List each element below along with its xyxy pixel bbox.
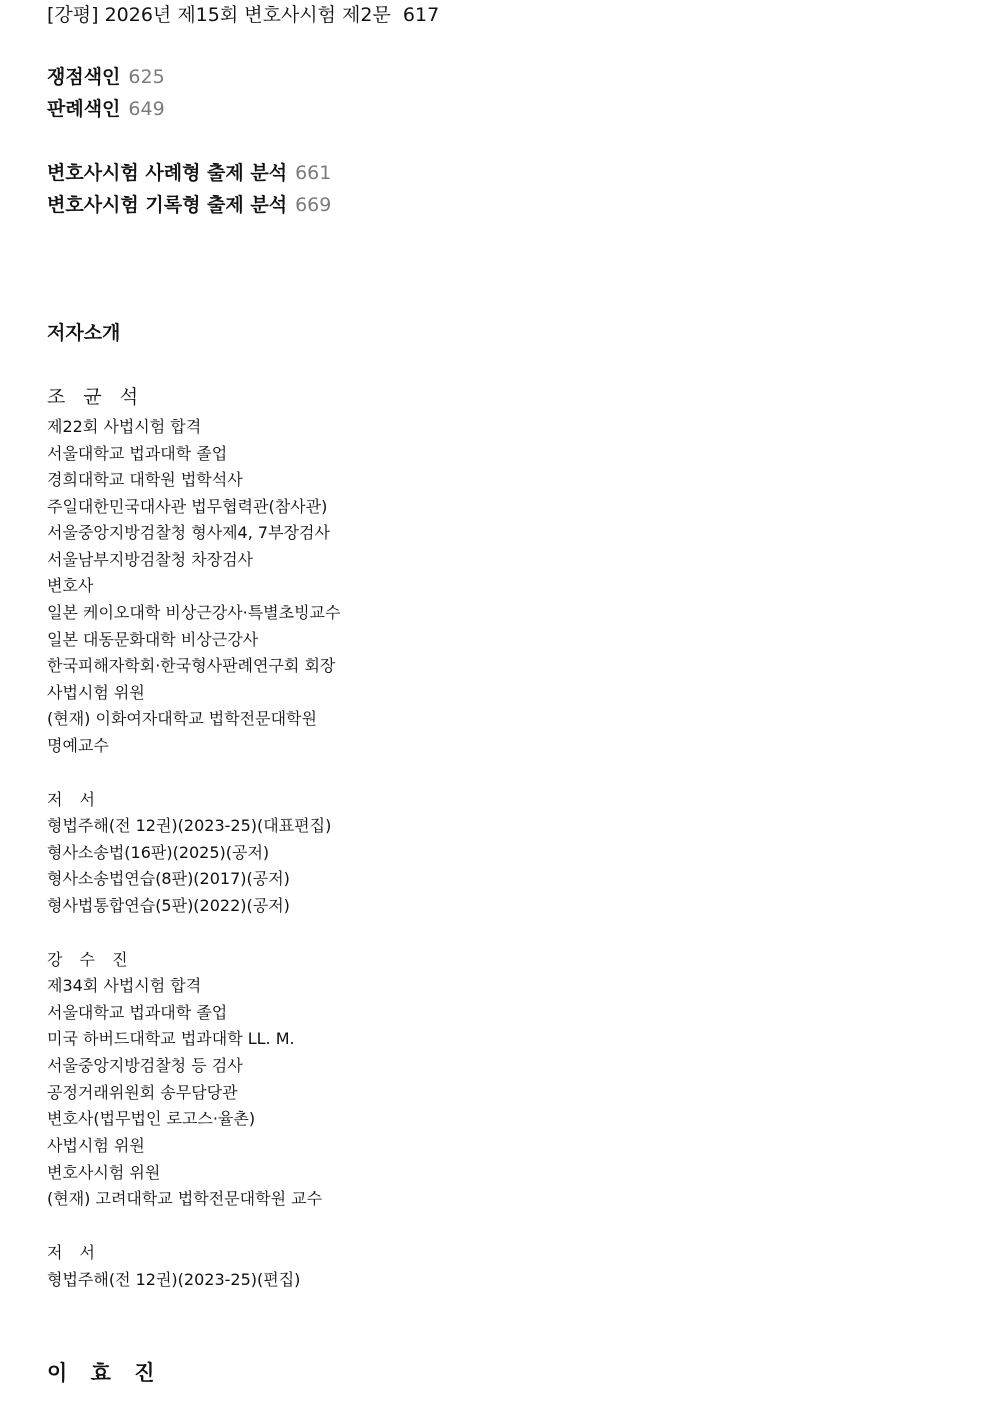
career-item: (현재) 고려대학교 법학전문대학원 교수 xyxy=(47,1189,323,1208)
toc-entry-top[interactable] xyxy=(47,0,439,27)
books-heading: 저 서 xyxy=(47,1243,101,1262)
book-item: 형사소송법연습(8판)(2017)(공저) xyxy=(47,869,290,888)
toc-entry-case-index[interactable] xyxy=(47,94,165,121)
career-item: 서울남부지방검찰청 차장검사 xyxy=(47,550,254,569)
toc-entry-record-analysis[interactable] xyxy=(47,190,331,217)
toc-entry-label: 쟁점색인 xyxy=(47,66,121,88)
career-item: 변호사시험 위원 xyxy=(47,1163,161,1182)
toc-entry-label: 변호사시험 사례형 출제 분석 xyxy=(47,162,288,184)
career-item: 공정거래위원회 송무담당관 xyxy=(47,1083,238,1102)
career-item: 사법시험 위원 xyxy=(47,1136,145,1155)
book-item: 형법주해(전 12권)(2023-25)(대표편집) xyxy=(47,816,332,835)
career-item: 서울중앙지방검찰청 형사제4, 7부장검사 xyxy=(47,523,330,542)
career-item: 변호사(법무법인 로고스·율촌) xyxy=(47,1109,256,1128)
career-item: 사법시험 위원 xyxy=(47,683,145,702)
toc-entry-label: [강평] 2026년 제15회 변호사시험 제2문 xyxy=(47,4,391,26)
book-item: 형사법통합연습(5판)(2022)(공저) xyxy=(47,896,290,915)
career-item: 일본 케이오대학 비상근강사·특별초빙교수 xyxy=(47,603,341,622)
toc-entry-case-analysis[interactable] xyxy=(47,158,331,185)
author-name: 강 수 진 xyxy=(47,950,134,969)
career-item: 명예교수 xyxy=(47,736,109,755)
toc-entry-page: 649 xyxy=(128,98,165,120)
toc-entry-label: 변호사시험 기록형 출제 분석 xyxy=(47,194,288,216)
career-item: 서울중앙지방검찰청 등 검사 xyxy=(47,1056,243,1075)
toc-entry-page: 625 xyxy=(128,66,165,88)
authors-heading: 저자소개 xyxy=(47,322,121,344)
career-item: 한국피해자학회·한국형사판례연구회 회장 xyxy=(47,656,336,675)
toc-entry-page: 661 xyxy=(295,162,332,184)
career-item: 주일대한민국대사관 법무협력관(참사관) xyxy=(47,497,328,516)
career-item: 경희대학교 대학원 법학석사 xyxy=(47,470,243,489)
book-item: 형법주해(전 12권)(2023-25)(편집) xyxy=(47,1270,301,1289)
career-item: (현재) 이화여자대학교 법학전문대학원 xyxy=(47,709,317,728)
career-item: 서울대학교 법과대학 졸업 xyxy=(47,444,228,463)
career-item: 미국 하버드대학교 법과대학 LL. M. xyxy=(47,1029,295,1048)
toc-entry-page: 617 xyxy=(402,4,440,26)
career-item: 서울대학교 법과대학 졸업 xyxy=(47,1003,228,1022)
career-item: 일본 대동문화대학 비상근강사 xyxy=(47,630,259,649)
career-item: 변호사 xyxy=(47,576,94,595)
toc-entry-issue-index[interactable] xyxy=(47,62,165,89)
book-item: 형사소송법(16판)(2025)(공저) xyxy=(47,843,270,862)
career-item: 제22회 사법시험 합격 xyxy=(47,417,202,436)
toc-entry-label: 판례색인 xyxy=(47,98,121,120)
author-name: 조 균 석 xyxy=(47,386,145,408)
toc-entry-page: 669 xyxy=(295,194,332,216)
career-item: 제34회 사법시험 합격 xyxy=(47,976,202,995)
author-name: 이 효 진 xyxy=(47,1361,163,1385)
books-heading: 저 서 xyxy=(47,790,101,809)
